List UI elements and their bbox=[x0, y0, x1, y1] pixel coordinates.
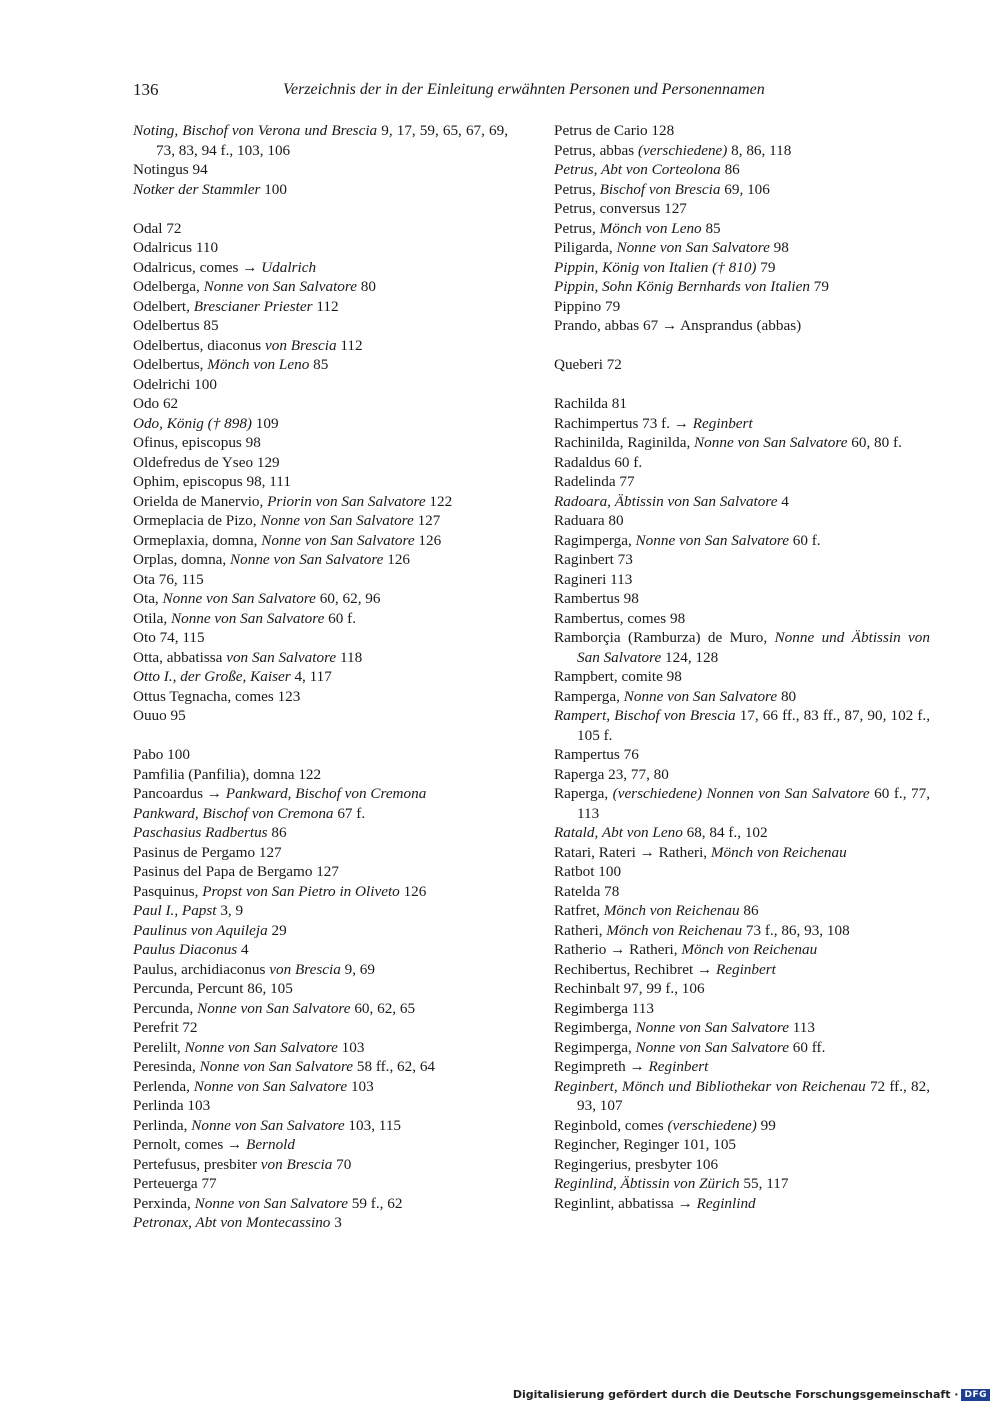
index-entry: Oldefredus de Yseo 129 bbox=[133, 453, 280, 471]
index-entry: Notingus 94 bbox=[133, 161, 208, 178]
index-entry: Ota 76, 115 bbox=[133, 570, 204, 588]
index-entry: Reginlind, Äbtissin von Zürich 55, 117 bbox=[554, 1175, 789, 1192]
dfg-logo: DFG bbox=[961, 1389, 990, 1401]
index-entry: Raperga, (verschiedene) Nonnen von San Salvatore 60 f., 77, 113 bbox=[554, 785, 931, 822]
index-entry: Ratald, Abt von Leno 68, 84 f., 102 bbox=[554, 824, 768, 841]
index-entry: Ormeplaxia, domna, Nonne von San Salvatore 126 bbox=[133, 531, 442, 549]
index-entry: Rampbert, comite 98 bbox=[554, 668, 682, 685]
index-entry: Pippino 79 bbox=[554, 297, 621, 315]
index-entry: Ota, Nonne von San Salvatore 60, 62, 96 bbox=[133, 590, 381, 607]
index-entry: Perlinda 103 bbox=[133, 1097, 211, 1114]
index-entry: Regincher, Reginger 101, 105 bbox=[554, 1136, 737, 1153]
index-entry: Peresinda, Nonne von San Salvatore 58 ff., 62, 64 bbox=[133, 1058, 436, 1075]
index-entry: Ratbot 100 bbox=[554, 863, 622, 880]
index-entry: Reginlint, abbatissa → Reginlind bbox=[554, 1194, 756, 1212]
index-entry: Noting, Bischof von Verona und Brescia 9, 17, 59, 65, 67, 69, 73, 83, 94 f., 103, 106 bbox=[133, 122, 509, 159]
index-entry: Regimberga 113 bbox=[554, 999, 654, 1017]
index-entry: Odelbertus, Mönch von Leno 85 bbox=[133, 356, 329, 373]
index-entry: Regimpreth → Reginbert bbox=[554, 1058, 709, 1075]
index-entry: Ratherio → Ratheri, Mönch von Reichenau bbox=[554, 941, 818, 958]
index-entry: Oto 74, 115 bbox=[133, 629, 205, 646]
index-entry: Rachinilda, Raginilda, Nonne von San Salvatore 60, 80 f. bbox=[554, 434, 902, 451]
index-entry: Rechinbalt 97, 99 f., 106 bbox=[554, 980, 705, 997]
index-entry: Ratheri, Mönch von Reichenau 73 f., 86, 93, 108 bbox=[554, 921, 850, 939]
index-entry: Petrus de Cario 128 bbox=[554, 122, 675, 139]
index-entry: Odelrichi 100 bbox=[133, 375, 217, 393]
index-entry: Ottus Tegnacha, comes 123 bbox=[133, 687, 301, 705]
index-entry: Rechibertus, Rechibret → Reginbert bbox=[554, 960, 776, 978]
index-entry: Regingerius, presbyter 106 bbox=[554, 1155, 719, 1173]
index-entry: Odelberga, Nonne von San Salvatore 80 bbox=[133, 278, 376, 295]
index-entry: Raperga 23, 77, 80 bbox=[554, 765, 669, 783]
index-entry: Odal 72 bbox=[133, 219, 182, 237]
index-entry: Percunda, Percunt 86, 105 bbox=[133, 980, 293, 997]
index-entry: Rampertus 76 bbox=[554, 746, 639, 763]
index-entry: Ratari, Rateri → Ratheri, Mönch von Reichenau bbox=[554, 843, 847, 861]
index-entry: Odelbert, Brescianer Priester 112 bbox=[133, 297, 339, 315]
index-entry: Pasinus de Pergamo 127 bbox=[133, 843, 282, 861]
index-entry: Petrus, Bischof von Brescia 69, 106 bbox=[554, 180, 770, 198]
index-entry: Radaldus 60 f. bbox=[554, 453, 643, 471]
index-entry: Perlenda, Nonne von San Salvatore 103 bbox=[133, 1077, 374, 1095]
index-entry: Paschasius Radbertus 86 bbox=[133, 824, 287, 841]
index-entry: Ragimperga, Nonne von San Salvatore 60 f. bbox=[554, 531, 821, 549]
index-entry: Pancoardus → Pankward, Bischof von Cremona bbox=[133, 785, 427, 802]
index-entry: Regimperga, Nonne von San Salvatore 60 ff. bbox=[554, 1038, 826, 1056]
index-entry: Ormeplacia de Pizo, Nonne von San Salvatore 127 bbox=[133, 512, 441, 529]
index-entry: Pabo 100 bbox=[133, 746, 190, 763]
index-column-right bbox=[554, 121, 930, 1213]
index-entry: Otila, Nonne von San Salvatore 60 f. bbox=[133, 609, 357, 627]
index-entry: Percunda, Nonne von San Salvatore 60, 62, 65 bbox=[133, 999, 416, 1017]
index-entry: Perxinda, Nonne von San Salvatore 59 f., 62 bbox=[133, 1194, 403, 1212]
index-entry: Rambertus 98 bbox=[554, 590, 639, 607]
index-entry: Petronax, Abt von Montecassino 3 bbox=[133, 1214, 342, 1231]
index-entry: Ragineri 113 bbox=[554, 570, 633, 588]
index-entry: Pankward, Bischof von Cremona 67 f. bbox=[133, 804, 366, 822]
index-entry: Otta, abbatissa von San Salvatore 118 bbox=[133, 648, 363, 666]
index-entry: Pippin, Sohn König Bernhards von Italien 79 bbox=[554, 278, 829, 295]
index-entry: Radelinda 77 bbox=[554, 473, 635, 490]
index-entry: Petrus, Abt von Corteolona 86 bbox=[554, 161, 740, 178]
index-entry: Odelbertus, diaconus von Brescia 112 bbox=[133, 336, 363, 354]
index-entry: Perteuerga 77 bbox=[133, 1175, 217, 1192]
index-entry: Ratelda 78 bbox=[554, 882, 620, 900]
index-entry: Perelilt, Nonne von San Salvatore 103 bbox=[133, 1038, 365, 1056]
index-entry: Pippin, König von Italien († 810) 79 bbox=[554, 258, 776, 276]
index-entry: Rampert, Bischof von Brescia 17, 66 ff., 83 ff., 87, 90, 102 f., 105 f. bbox=[554, 707, 930, 744]
index-entry: Raginbert 73 bbox=[554, 551, 633, 568]
index-entry: Odalricus 110 bbox=[133, 239, 219, 256]
index-entry: Petrus, Mönch von Leno 85 bbox=[554, 219, 721, 237]
index-entry: Queberi 72 bbox=[554, 356, 622, 373]
index-entry: Raduara 80 bbox=[554, 512, 624, 529]
index-entry: Odalricus, comes → Udalrich bbox=[133, 258, 317, 276]
index-entry: Perefrit 72 bbox=[133, 1019, 198, 1036]
index-entry: Odelbertus 85 bbox=[133, 317, 219, 334]
index-entry: Reginbert, Mönch und Bibliothekar von Reichenau 72 ff., 82, 93, 107 bbox=[554, 1077, 930, 1114]
index-entry: Ouuo 95 bbox=[133, 707, 186, 724]
index-entry: Ophim, episcopus 98, 111 bbox=[133, 473, 291, 490]
index-entry: Notker der Stammler 100 bbox=[133, 180, 287, 198]
index-entry: Ramperga, Nonne von San Salvatore 80 bbox=[554, 687, 797, 705]
index-entry: Ramborçia (Ramburza) de Muro, Nonne und Äbtissin von San Salvatore 124, 128 bbox=[554, 629, 930, 666]
index-entry: Prando, abbas 67 → Ansprandus (abbas) bbox=[554, 317, 802, 334]
index-entry: Paulinus von Aquileja 29 bbox=[133, 921, 287, 939]
index-entry: Paulus Diaconus 4 bbox=[133, 941, 249, 958]
index-entry: Reginbold, comes (verschiedene) 99 bbox=[554, 1116, 776, 1134]
index-entry: Radoara, Äbtissin von San Salvatore 4 bbox=[554, 492, 789, 510]
index-entry: Pertefusus, presbiter von Brescia 70 bbox=[133, 1155, 352, 1173]
index-entry: Ofinus, episcopus 98 bbox=[133, 434, 261, 451]
running-head: Verzeichnis der in der Einleitung erwähnten Personen und Personennamen bbox=[283, 81, 765, 98]
index-entry: Paulus, archidiaconus von Brescia 9, 69 bbox=[133, 960, 375, 978]
index-entry: Piligarda, Nonne von San Salvatore 98 bbox=[554, 239, 789, 256]
index-entry: Rambertus, comes 98 bbox=[554, 609, 686, 627]
index-entry: Pamfilia (Panfilia), domna 122 bbox=[133, 765, 322, 783]
footer-credit bbox=[513, 1388, 990, 1401]
index-entry: Ratfret, Mönch von Reichenau 86 bbox=[554, 902, 759, 919]
index-entry: Regimberga, Nonne von San Salvatore 113 bbox=[554, 1019, 815, 1036]
index-entry: Petrus, conversus 127 bbox=[554, 200, 687, 217]
footer-text: Digitalisierung gefördert durch die Deutsche Forschungsgemeinschaft · bbox=[512, 1388, 959, 1401]
index-entry: Otto I., der Große, Kaiser 4, 117 bbox=[133, 668, 332, 685]
index-entry: Pernolt, comes → Bernold bbox=[133, 1136, 295, 1153]
index-entry: Odo 62 bbox=[133, 395, 179, 412]
index-entry: Pasquinus, Propst von San Pietro in Oliveto 126 bbox=[133, 882, 427, 900]
index-entry: Petrus, abbas (verschiedene) 8, 86, 118 bbox=[554, 141, 792, 159]
index-entry: Orielda de Manervio, Priorin von San Salvatore 122 bbox=[133, 492, 453, 510]
index-entry: Pasinus del Papa de Bergamo 127 bbox=[133, 863, 339, 880]
page-number: 136 bbox=[133, 80, 159, 99]
index-entry: Rachilda 81 bbox=[554, 395, 627, 412]
index-column-left bbox=[133, 121, 508, 1233]
index-entry: Perlinda, Nonne von San Salvatore 103, 115 bbox=[133, 1116, 402, 1134]
index-entry: Orplas, domna, Nonne von San Salvatore 126 bbox=[133, 551, 410, 568]
index-entry: Paul I., Papst 3, 9 bbox=[133, 902, 244, 919]
index-entry: Odo, König († 898) 109 bbox=[133, 414, 279, 432]
index-entry: Rachimpertus 73 f. → Reginbert bbox=[554, 414, 753, 432]
